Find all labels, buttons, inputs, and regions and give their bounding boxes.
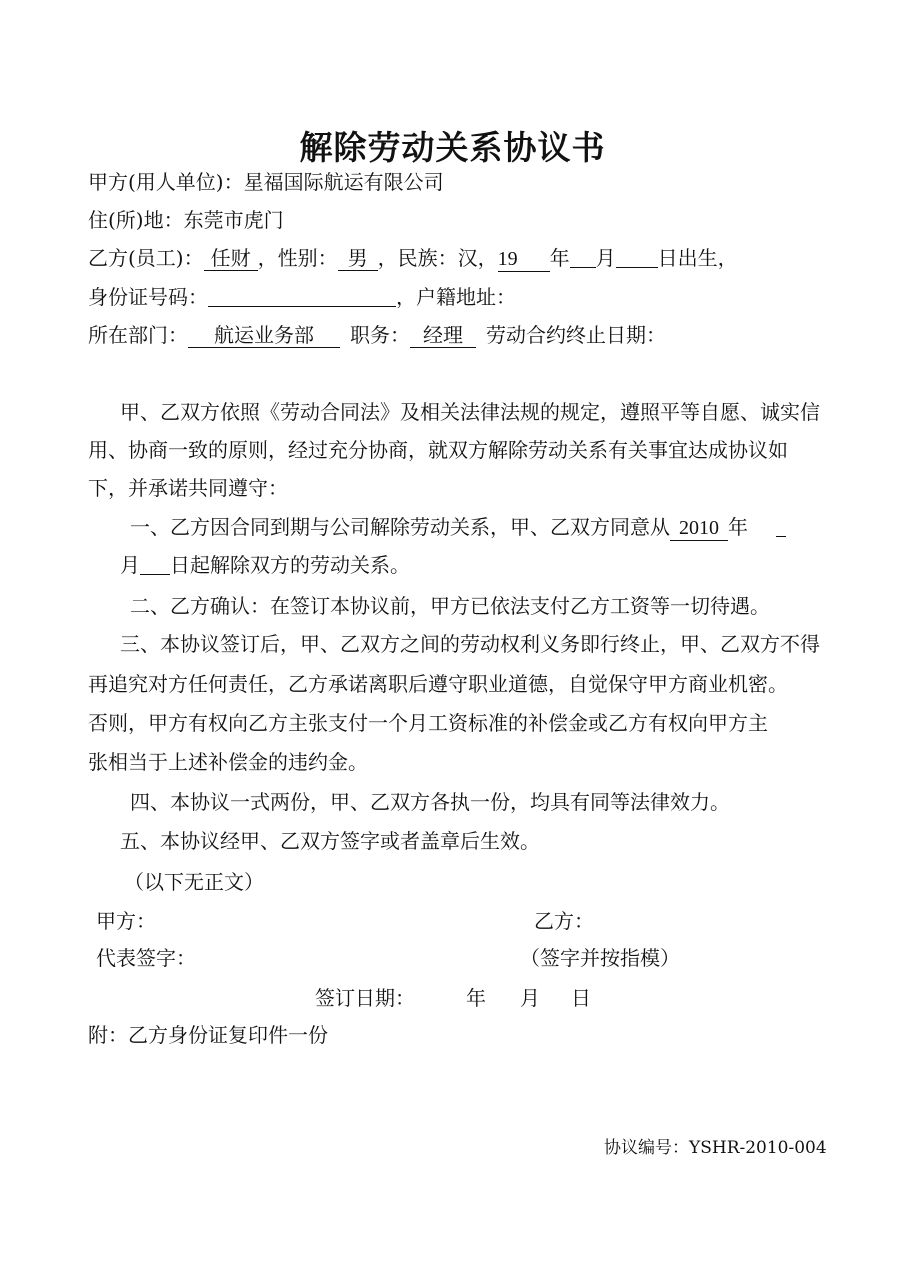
rep-signature-label: 代表签字： [96, 946, 196, 970]
document-title: 解除劳动关系协议书 [299, 128, 606, 167]
ethnicity-value: 汉 [457, 246, 478, 270]
sign-party-b-label: 乙方： [534, 909, 594, 933]
id-number-label: 身份证号码： [88, 285, 208, 309]
clause-3-line-4: 张相当于上述补偿金的违约金。 [88, 750, 368, 774]
address-label: 住(所)地： [88, 208, 184, 232]
dept-label: 所在部门： [88, 323, 188, 347]
party-b-line: 乙方(员工)： 任财 ，性别： 男 ，民族：汉，19 年 月 日出生， [88, 246, 738, 270]
clause-2: 二、乙方确认：在签订本协议前，甲方已依法支付乙方工资等一切待遇。 [130, 594, 770, 618]
position-value: 经理 [410, 323, 476, 348]
clause-3-line-1: 三、本协议签订后，甲、乙双方之间的劳动权利义务即行终止，甲、乙双方不得 [120, 632, 820, 656]
attachment-note: 附：乙方身份证复印件一份 [88, 1023, 328, 1047]
ethnicity-label: ，民族： [377, 246, 458, 270]
clause-5: 五、本协议经甲、乙双方签字或者盖章后生效。 [120, 829, 540, 853]
party-a-line [88, 168, 444, 196]
agreement-number: 协议编号：YSHR-2010-004 [604, 1138, 827, 1158]
clause-1-month-blank-start [776, 514, 786, 537]
id-line [88, 283, 516, 311]
party-b-name: 任财 [204, 246, 258, 271]
party-a-value: 星福国际航运有限公司 [243, 170, 444, 194]
sign-party-a-label: 甲方： [96, 909, 156, 933]
clause-1-day-blank [140, 552, 170, 575]
hukou-label: ，户籍地址： [396, 285, 516, 309]
intro-line-1: 甲、乙双方依照《劳动合同法》及相关法律法规的规定，遵照平等自愿、诚实信 [120, 400, 820, 424]
birth-day-label: 日出生， [657, 246, 738, 270]
clause-1-year: 2010 [670, 516, 728, 541]
clause-1-year-label: 年 [728, 515, 748, 539]
clause-1-suffix: 日起解除双方的劳动关系。 [170, 553, 410, 577]
birth-year-label: 年 [549, 246, 570, 270]
birth-day-blank [616, 245, 658, 268]
party-b-label: 乙方(员工)： [88, 246, 204, 270]
address-line [88, 206, 284, 234]
signing-date-label: 签订日期： [315, 986, 415, 1010]
id-number-blank [208, 284, 396, 307]
clause-1-prefix: 一、乙方因合同到期与公司解除劳动关系，甲、乙双方同意从 [130, 515, 670, 539]
contract-end-label: 劳动合约终止日期： [486, 323, 666, 347]
dept-line [88, 321, 666, 349]
birth-month-label: 月 [595, 246, 616, 270]
party-a-label: 甲方(用人单位)： [88, 170, 244, 194]
gender-value: 男 [338, 246, 378, 271]
clause-1-line-2 [120, 551, 410, 579]
clause-4: 四、本协议一式两份，甲、乙双方各执一份，均具有同等法律效力。 [130, 790, 730, 814]
birth-year-value: 19 [498, 247, 550, 272]
address-value: 东莞市虎门 [183, 208, 284, 232]
clause-1-month-label: 月 [120, 553, 140, 577]
intro-line-2: 用、协商一致的原则，经过充分协商，就双方解除劳动关系有关事宜达成协议如 [88, 438, 788, 462]
no-more-text-note: （以下无正文） [124, 870, 264, 894]
position-label: 职务： [350, 323, 410, 347]
signing-date-day: 日 [571, 986, 591, 1010]
gender-label: ，性别： [257, 246, 338, 270]
clause-3-line-3: 否则，甲方有权向乙方主张支付一个月工资标准的补偿金或乙方有权向甲方主 [88, 711, 768, 735]
birth-month-blank [570, 245, 596, 268]
signing-date-month: 月 [520, 986, 540, 1010]
dept-value: 航运业务部 [188, 323, 340, 348]
clause-3-line-2: 再追究对方任何责任，乙方承诺离职后遵守职业道德，自觉保守甲方商业机密。 [88, 672, 788, 696]
clause-1-line-1 [130, 513, 786, 541]
signing-date-year: 年 [466, 986, 486, 1010]
intro-line-3: 下，并承诺共同遵守： [88, 476, 288, 500]
party-b-sign-note: （签字并按指模） [520, 946, 680, 970]
